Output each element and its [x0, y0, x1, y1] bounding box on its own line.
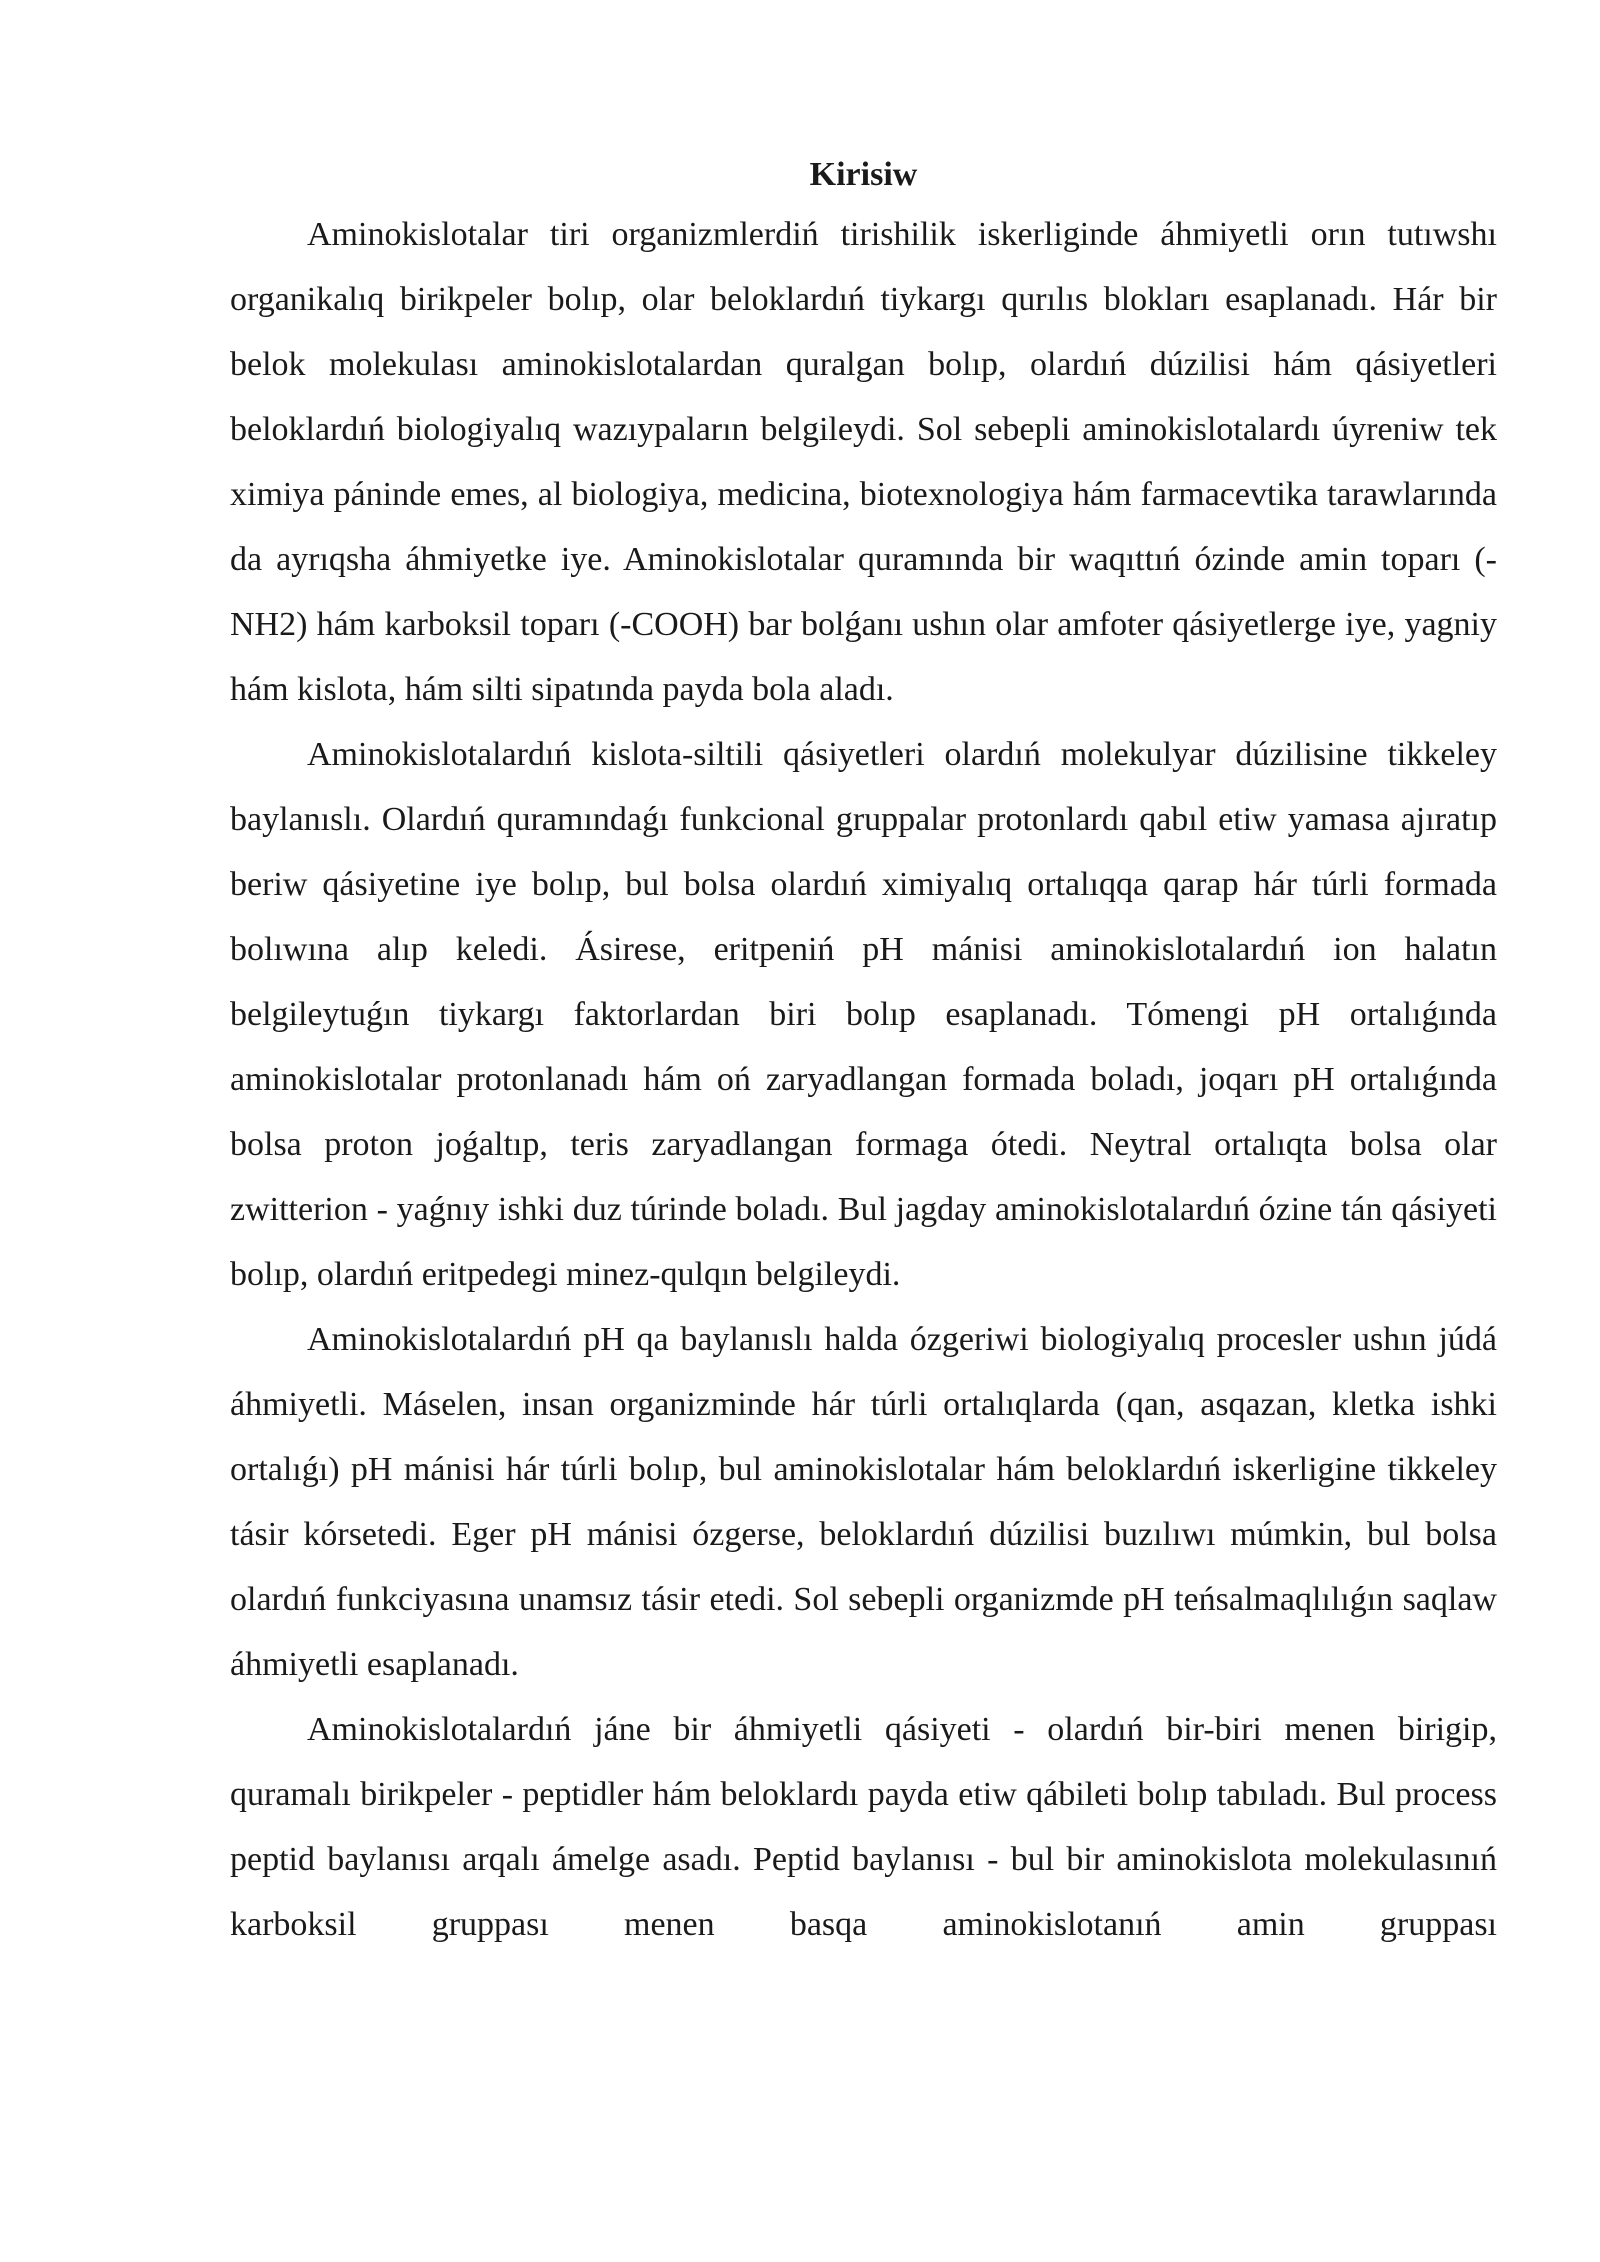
paragraph-1: Aminokislotalar tiri organizmlerdiń tirishilik iskerliginde áhmiyetli orın tutıwshı organikalıq birikpeler bolıp, olar beloklardıń tiykargı qurılıs blokları esaplanadı. Hár bir belok molekulası aminokislotalardan quralgan bolıp, olardıń dúzilisi hám qásiyetleri beloklardıń biologiyalıq wazıypaların belgileydi. Sol sebepli aminokislotalardı úyreniw tek ximiya páninde emes, al biologiya, medicina, biotexnologiya hám farmacevtika tarawlarında da ayrıqsha áhmiyetke iye. Aminokislotalar quramında bir waqıttıń ózinde amin toparı (-NH2) hám karboksil toparı (-COOH) bar bolǵanı ushın olar amfoter qásiyetlerge iye, yagniy hám kislota, hám silti sipatında payda bola aladı. — [230, 216, 1497, 708]
document-body — [230, 148, 1497, 1957]
paragraph-4: Aminokislotalardıń jáne bir áhmiyetli qásiyeti - olardıń bir-biri menen birigip, quramalı birikpeler - peptidler hám beloklardı payda etiw qábileti bolıp tabıladı. Bul process peptid baylanısı arqalı ámelge asadı. Peptid baylanısı - bul bir aminokislota molekulasınıń karboksil gruppası menen basqa aminokislotanıń amin gruppası — [230, 1711, 1497, 1943]
paragraph-2: Aminokislotalardıń kislota-siltili qásiyetleri olardıń molekulyar dúzilisine tikkeley baylanıslı. Olardıń quramındaǵı funkcional gruppalar protonlardı qabıl etiw yamasa ajıratıp beriw qásiyetine iye bolıp, bul bolsa olardıń ximiyalıq ortalıqqa qarap hár túrli formada bolıwına alıp keledi. Ásirese, eritpeniń pH mánisi aminokislotalardıń ion halatın belgileytuǵın tiykargı faktorlardan biri bolıp esaplanadı. Tómengi pH ortalıǵında aminokislotalar protonlanadı hám oń zaryadlangan formada boladı, joqarı pH ortalıǵında bolsa proton joǵaltıp, teris zaryadlangan formaga ótedi. Neytral ortalıqta bolsa olar zwitterion - yaǵnıy ishki duz túrinde boladı. Bul jagday aminokislotalardıń ózine tán qásiyeti bolıp, olardıń eritpedegi minez-qulqın belgileydi. — [230, 736, 1497, 1293]
paragraph-3: Aminokislotalardıń pH qa baylanıslı halda ózgeriwi biologiyalıq procesler ushın júdá áhmiyetli. Máselen, insan organizminde hár túrli ortalıqlarda (qan, asqazan, kletka ishki ortalıǵı) pH mánisi hár túrli bolıp, bul aminokislotalar hám beloklardıń iskerligine tikkeley tásir kórsetedi. Eger pH mánisi ózgerse, beloklardıń dúzilisi buzılıwı múmkin, bul bolsa olardıń funkciyasına unamsız tásir etedi. Sol sebepli organizmde pH teńsalmaqlılıǵın saqlaw áhmiyetli esaplanadı. — [230, 1321, 1497, 1683]
page-title: Kirisiw — [809, 156, 918, 193]
